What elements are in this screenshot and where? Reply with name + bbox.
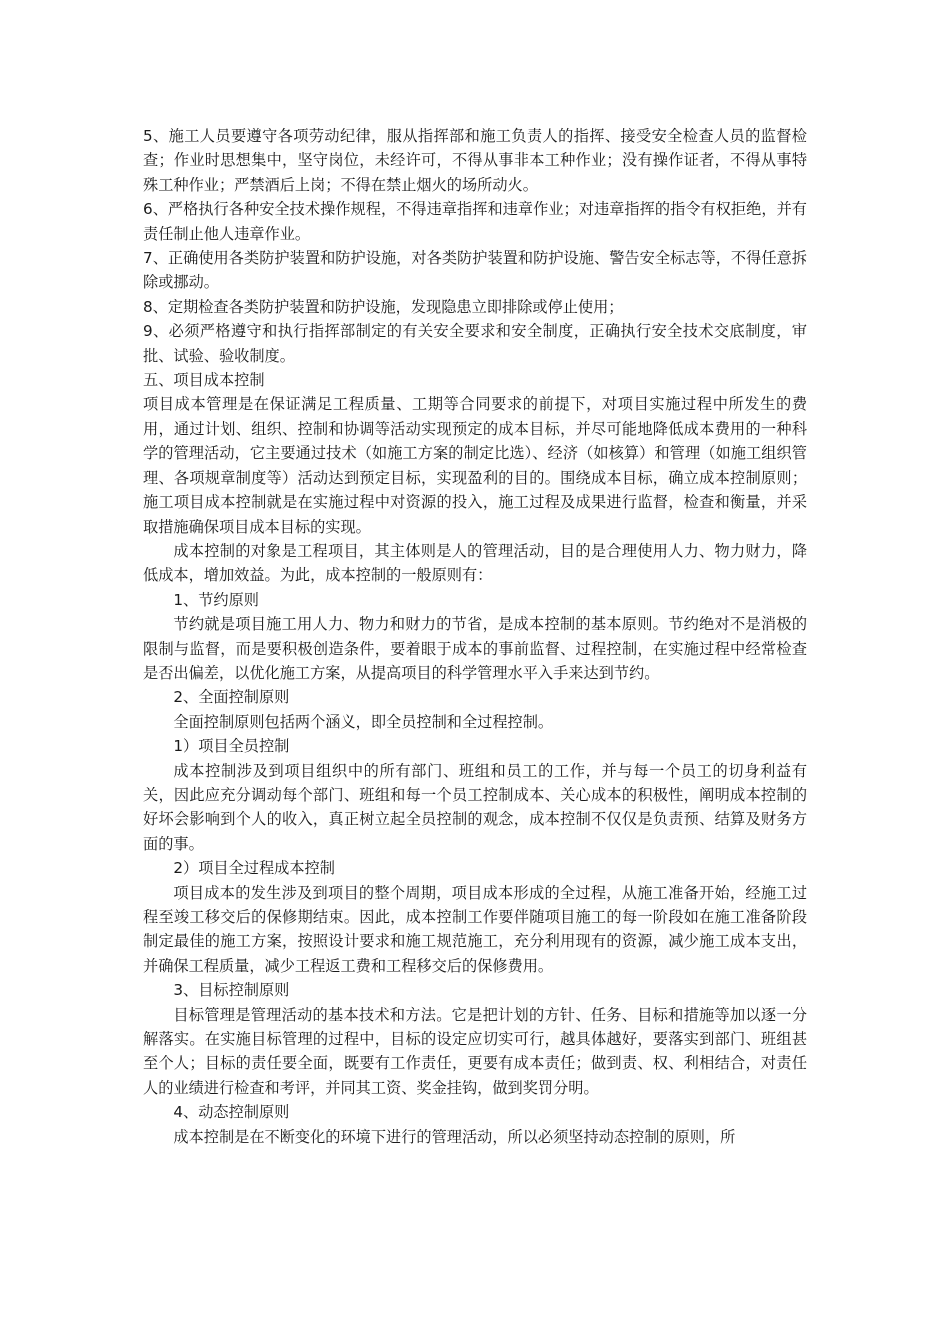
subheading-dynamic-control: 4、动态控制原则 — [173, 1103, 290, 1122]
paragraph-rule-7: 7、正确使用各类防护装置和防护设施，对各类防护装置和防护设施、警告安全标志等，不得任意拆除或挪动。 — [143, 249, 807, 292]
paragraph-overall-control: 全面控制原则包括两个涵义，即全员控制和全过程控制。 — [173, 712, 554, 731]
document-body — [143, 124, 807, 1149]
paragraph-rule-9: 9、必须严格遵守和执行指挥部制定的有关安全要求和安全制度，正确执行安全技术交底制度，审批、试验、验收制度。 — [143, 322, 807, 365]
paragraph-rule-8: 8、定期检查各类防护装置和防护设施，发现隐患立即排除或停止使用； — [143, 297, 624, 316]
paragraph-all-staff-control: 成本控制涉及到项目组织中的所有部门、班组和员工的工作，并与每一个员工的切身利益有关，因此应充分调动每个部门、班组和每一个员工控制成本、关心成本的积极性，阐明成本控制的好坏会影响到个人的收入，真正树立起全员控制的观念，成本控制不仅仅是负责预、结算及财务方面的事。 — [143, 761, 807, 853]
paragraph-whole-process-control: 项目成本的发生涉及到项目的整个周期，项目成本形成的全过程，从施工准备开始，经施工过程至竣工移交后的保修期结束。因此，成本控制工作要伴随项目施工的每一阶段如在施工准备阶段制定最佳的施工方案，按照设计要求和施工规范施工，充分利用现有的资源，减少施工成本支出，并确保工程质量，减少工程返工费和工程移交后的保修费用。 — [143, 883, 807, 975]
paragraph-cost-management: 项目成本管理是在保证满足工程质量、工期等合同要求的前提下，对项目实施过程中所发生的费用，通过计划、组织、控制和协调等活动实现预定的成本目标，并尽可能地降低成本费用的一种科学的管理活动，它主要通过技术（如施工方案的制定比选）、经济（如核算）和管理（如施工组织管理、各项规章制度等）活动达到预定目标，实现盈利的目的。围绕成本目标，确立成本控制原则；施工项目成本控制就是在实施过程中对资源的投入，施工过程及成果进行监督，检查和衡量，并采取措施确保项目成本目标的实现。 — [143, 395, 807, 536]
paragraph-saving-principle: 节约就是项目施工用人力、物力和财力的节省，是成本控制的基本原则。节约绝对不是消极的限制与监督，而是要积极创造条件，要着眼于成本的事前监督、过程控制，在实施过程中经常检查是否出偏差，以优化施工方案，从提高项目的科学管理水平入手来达到节约。 — [143, 615, 807, 682]
paragraph-rule-5: 5、施工人员要遵守各项劳动纪律，服从指挥部和施工负责人的指挥、接受安全检查人员的监督检查；作业时思想集中，坚守岗位，未经许可，不得从事非本工种作业；没有操作证者，不得从事特殊工种作业；严禁酒后上岗；不得在禁止烟火的场所动火。 — [143, 127, 807, 194]
subheading-saving-principle: 1、节约原则 — [173, 590, 259, 609]
subheading-all-staff-control: 1）项目全员控制 — [173, 737, 290, 756]
paragraph-target-control: 目标管理是管理活动的基本技术和方法。它是把计划的方针、任务、目标和措施等加以逐一分解落实。在实施目标管理的过程中，目标的设定应切实可行，越具体越好，要落实到部门、班组甚至个人；目标的责任要全面，既要有工作责任，更要有成本责任；做到责、权、利相结合，对责任人的业绩进行检查和考评，并同其工资、奖金挂钩，做到奖罚分明。 — [143, 1005, 807, 1097]
paragraph-dynamic-control: 成本控制是在不断变化的环境下进行的管理活动，所以必须坚持动态控制的原则，所 — [173, 1127, 736, 1146]
subheading-overall-control: 2、全面控制原则 — [173, 688, 290, 707]
subheading-target-control: 3、目标控制原则 — [173, 981, 290, 1000]
paragraph-cost-control-object: 成本控制的对象是工程项目，其主体则是人的管理活动，目的是合理使用人力、物力财力，降低成本，增加效益。为此，成本控制的一般原则有： — [143, 541, 807, 585]
paragraph-rule-6: 6、严格执行各种安全技术操作规程，不得违章指挥和违章作业；对违章指挥的指令有权拒绝，并有责任制止他人违章作业。 — [143, 200, 807, 243]
section-heading-cost-control: 五、项目成本控制 — [143, 371, 265, 390]
subheading-whole-process-control: 2）项目全过程成本控制 — [173, 859, 335, 878]
